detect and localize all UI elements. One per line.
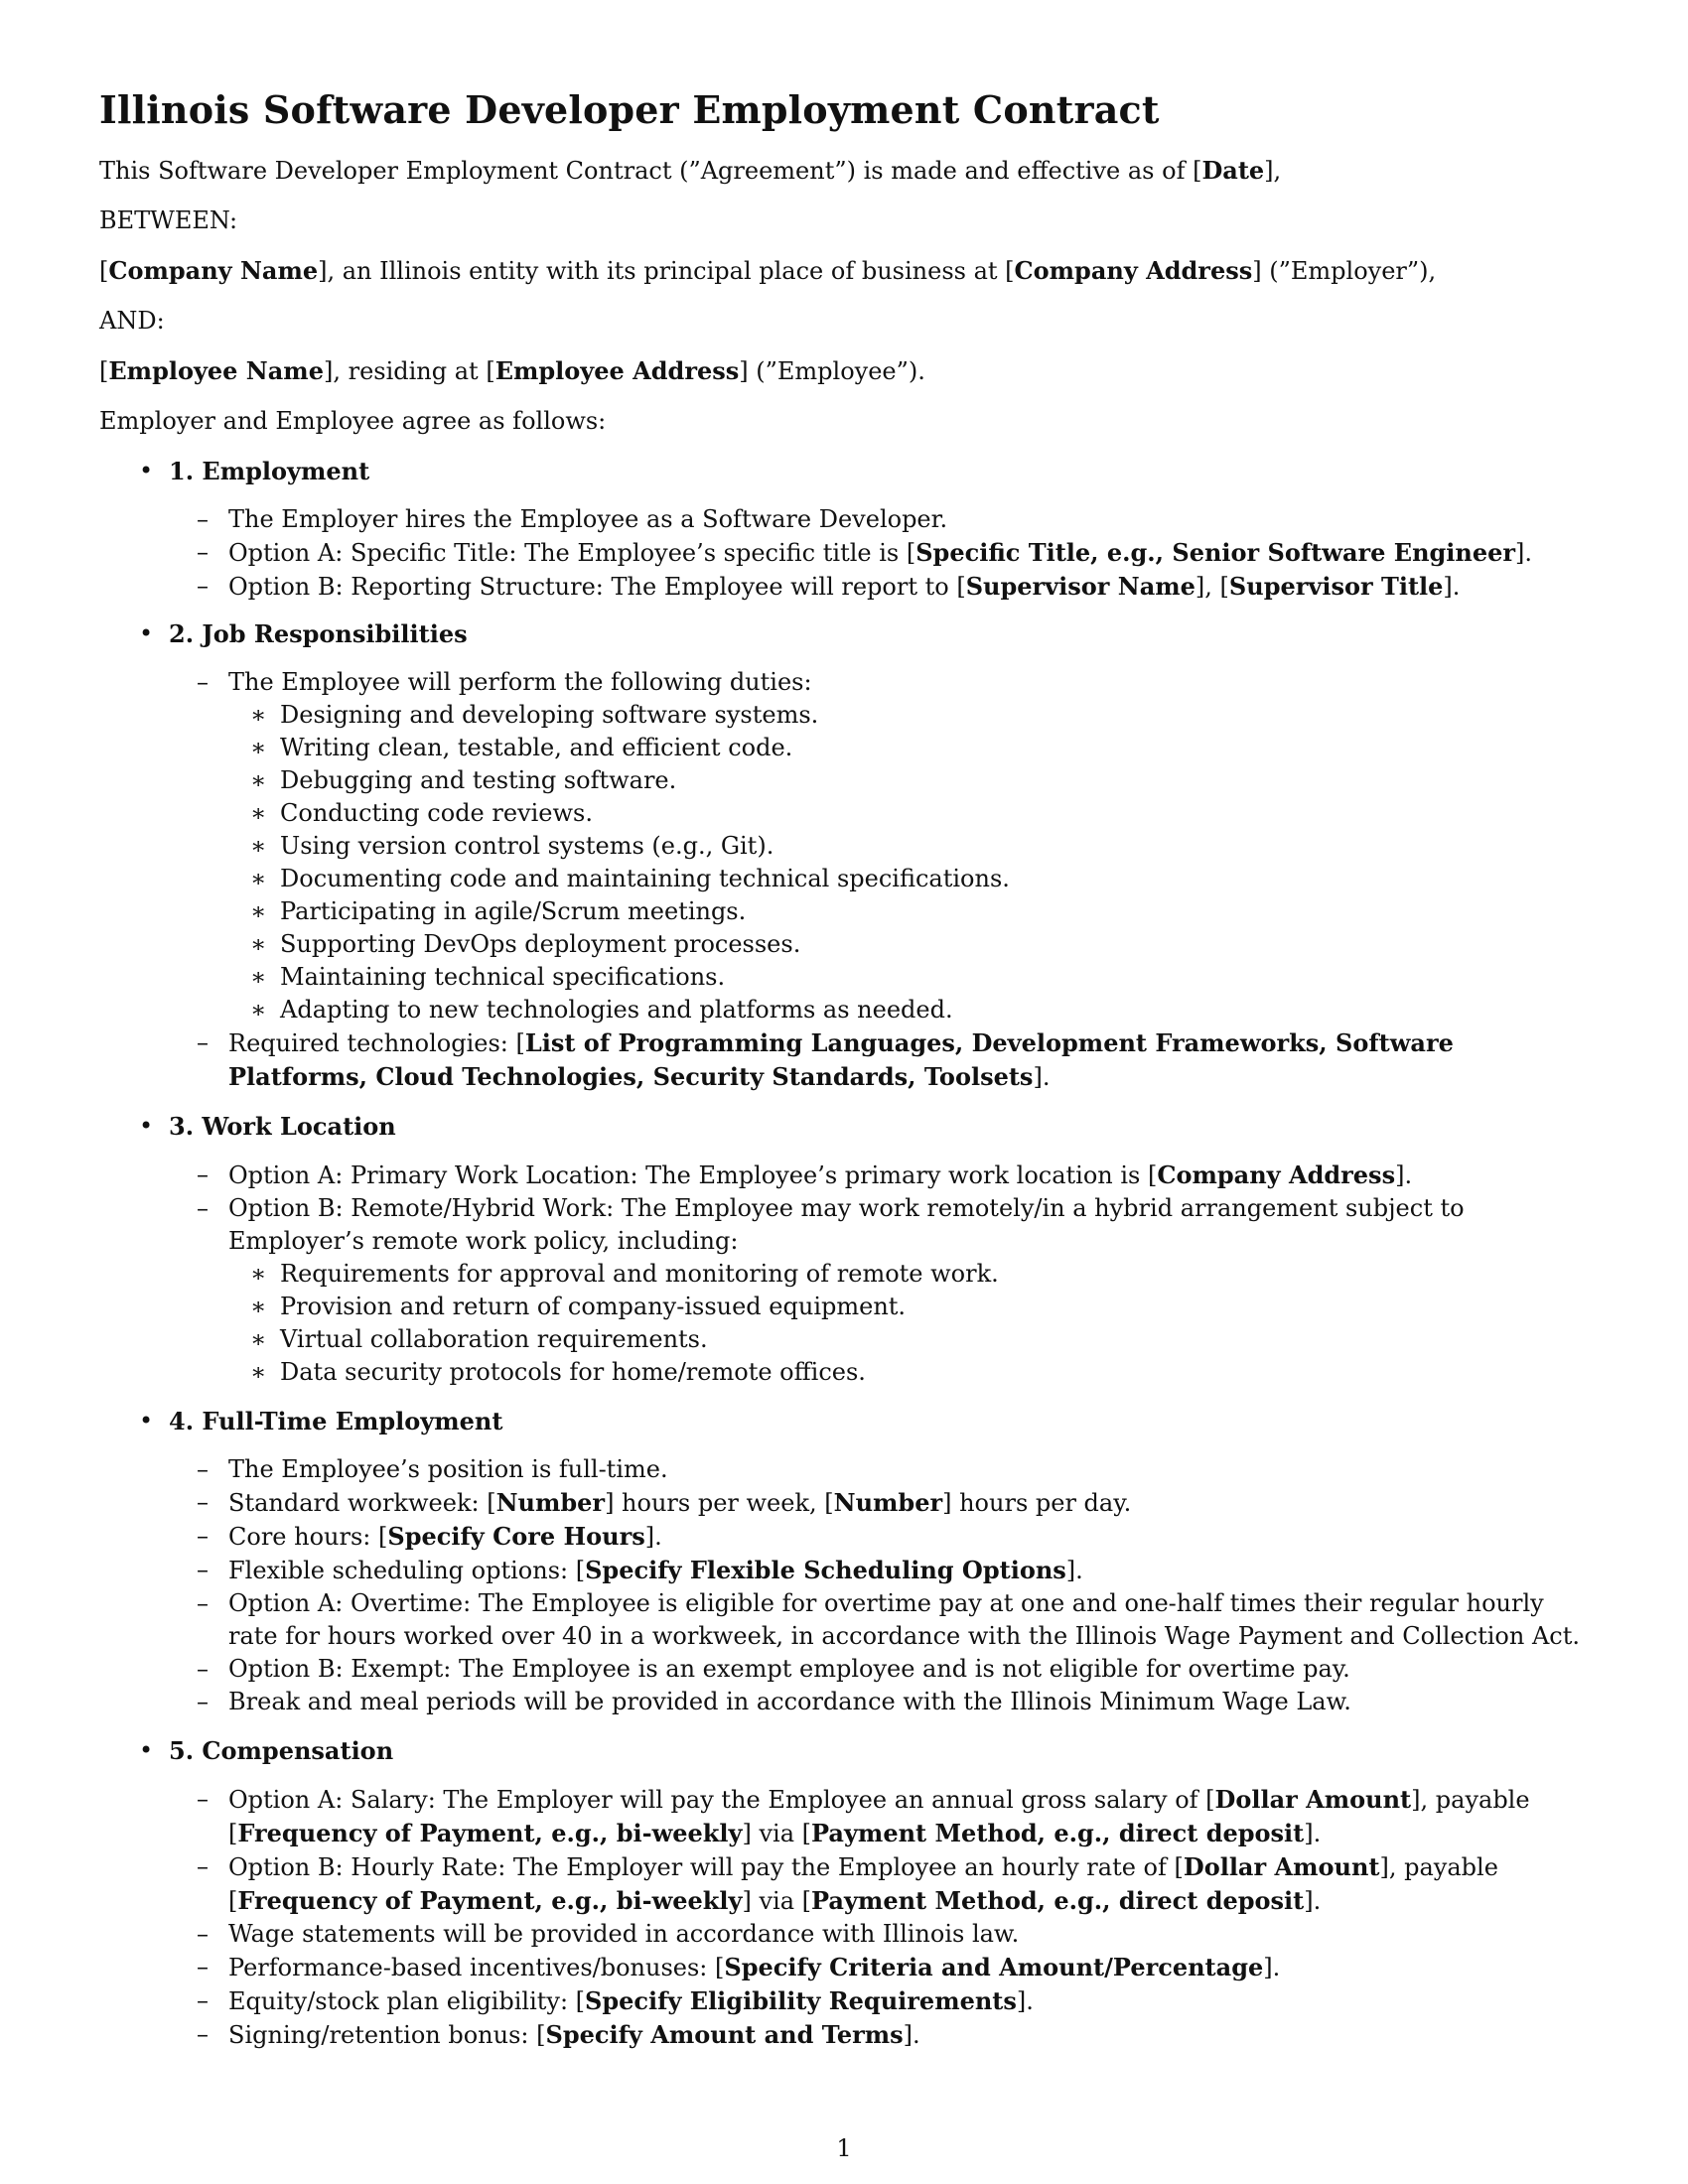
remote-item [99, 1356, 1589, 1389]
duty-item [99, 863, 1589, 895]
remote-item [99, 1258, 1589, 1291]
list-item [99, 1984, 1589, 2018]
remote-item [99, 1323, 1589, 1356]
duty-text: Conducting code reviews. [280, 799, 593, 827]
item-text: Core hours: [ [228, 1523, 388, 1551]
date-placeholder: Date [1201, 156, 1265, 185]
item-text: ], payable [ [228, 1786, 1530, 1847]
item-text: ]. [644, 1523, 662, 1551]
section-heading [99, 1110, 1589, 1143]
item-text: ], payable [ [228, 1853, 1498, 1915]
intro-text: This Software Developer Employment Contract (”Agreement”) is made and effective as of [ [99, 157, 1202, 185]
item-text: ] hours per week, [ [605, 1489, 834, 1517]
salary-amount-placeholder: Dollar Amount [1214, 1785, 1412, 1814]
section-work-location [99, 1110, 1589, 1389]
duty-text: Maintaining technical specifications. [280, 963, 726, 991]
list-item [99, 1026, 1589, 1094]
asterisk-icon: ∗ [250, 734, 267, 761]
duty-item [99, 699, 1589, 732]
duty-item [99, 928, 1589, 961]
between-label: BETWEEN: [99, 206, 238, 234]
company-name-placeholder: Company Name [108, 256, 319, 285]
dash-icon: – [197, 1028, 209, 1056]
item-text: ]. [1016, 1987, 1034, 2015]
remote-text: Provision and return of company-issued equipment. [280, 1293, 907, 1320]
duty-item [99, 961, 1589, 994]
section-employment [99, 455, 1589, 604]
list-item [99, 1587, 1589, 1653]
item-text: Wage statements will be provided in accordance with Illinois law. [228, 1920, 1020, 1948]
remote-text: Virtual collaboration requirements. [280, 1325, 708, 1353]
asterisk-icon: ∗ [250, 930, 267, 958]
asterisk-icon: ∗ [250, 766, 267, 794]
duty-item [99, 732, 1589, 764]
dash-icon: – [197, 1522, 209, 1550]
duty-text: Adapting to new technologies and platforms as needed. [280, 996, 953, 1024]
employee-line [99, 354, 1589, 388]
intro-text: ], [1264, 157, 1282, 185]
duty-item [99, 895, 1589, 928]
asterisk-icon: ∗ [250, 963, 267, 991]
item-text: Signing/retention bonus: [ [228, 2021, 546, 2049]
list-item [99, 2018, 1589, 2052]
list-item [99, 1520, 1589, 1554]
duty-item [99, 797, 1589, 830]
dash-icon: – [197, 572, 209, 600]
dash-icon: – [197, 1953, 209, 1980]
item-text: The Employer hires the Employee as a Software Developer. [228, 505, 948, 533]
intro-effective-line [99, 154, 1589, 188]
bullet-icon: • [139, 457, 154, 484]
asterisk-icon: ∗ [250, 701, 267, 729]
payment-frequency-placeholder: Frequency of Payment, e.g., bi-weekly [237, 1886, 743, 1915]
contract-document [99, 87, 1589, 2066]
item-text: Option B: Exempt: The Employee is an exempt employee and is not eligible for overtime pay. [228, 1655, 1350, 1683]
dash-icon: – [197, 1785, 209, 1813]
list-item [99, 666, 1589, 699]
item-text: ] via [ [742, 1820, 812, 1847]
item-text: Required technologies: [ [228, 1029, 525, 1057]
agreement-statement: Employer and Employee agree as follows: [99, 407, 607, 435]
item-text: Option A: Primary Work Location: The Employee’s primary work location is [ [228, 1161, 1158, 1189]
list-item [99, 1918, 1589, 1951]
asterisk-icon: ∗ [250, 897, 267, 925]
asterisk-icon: ∗ [250, 996, 267, 1024]
signing-bonus-placeholder: Specify Amount and Terms [545, 2020, 904, 2049]
employer-text: ], an Illinois entity with its principal place of business at [ [318, 257, 1015, 285]
section-heading [99, 1405, 1589, 1437]
list-item [99, 1653, 1589, 1686]
dash-icon: – [197, 1688, 209, 1715]
document-title: Illinois Software Developer Employment Contract [99, 87, 1160, 132]
and-label: AND: [99, 307, 165, 335]
duty-text: Supporting DevOps deployment processes. [280, 930, 801, 958]
specific-title-placeholder: Specific Title, e.g., Senior Software Engineer [915, 538, 1516, 567]
dash-icon: – [197, 1589, 209, 1617]
section-heading-text: 5. Compensation [169, 1736, 394, 1765]
duty-item [99, 830, 1589, 863]
duty-text: Documenting code and maintaining technical specifications. [280, 865, 1010, 892]
asterisk-icon: ∗ [250, 832, 267, 860]
item-text: ]. [1395, 1161, 1413, 1189]
dash-icon: – [197, 1920, 209, 1948]
item-text: Performance-based incentives/bonuses: [ [228, 1954, 725, 1981]
section-heading-text: 4. Full-Time Employment [169, 1407, 503, 1435]
equity-eligibility-placeholder: Specify Eligibility Requirements [585, 1986, 1017, 2015]
list-item [99, 1453, 1589, 1486]
list-item [99, 1554, 1589, 1587]
item-text: ]. [1033, 1063, 1051, 1091]
dash-icon: – [197, 1655, 209, 1683]
list-item [99, 1783, 1589, 1850]
duty-text: Writing clean, testable, and efficient code. [280, 734, 793, 761]
item-text: ]. [903, 2021, 920, 2049]
section-heading [99, 1734, 1589, 1767]
item-text: Equity/stock plan eligibility: [ [228, 1987, 586, 2015]
duty-item [99, 994, 1589, 1026]
list-item [99, 1951, 1589, 1984]
asterisk-icon: ∗ [250, 1358, 267, 1386]
dash-icon: – [197, 538, 209, 566]
dash-icon: – [197, 668, 209, 696]
bullet-icon: • [139, 1112, 154, 1140]
payment-method-placeholder: Payment Method, e.g., direct deposit [811, 1886, 1305, 1915]
section-heading-text: 1. Employment [169, 457, 370, 485]
employee-text: ] (”Employee”). [739, 357, 925, 385]
dash-icon: – [197, 1455, 209, 1483]
duty-text: Participating in agile/Scrum meetings. [280, 897, 747, 925]
list-item [99, 503, 1589, 536]
item-text: Option A: Specific Title: The Employee’s specific title is [ [228, 539, 916, 567]
list-item [99, 536, 1589, 570]
section-heading-text: 2. Job Responsibilities [169, 619, 468, 648]
hours-day-placeholder: Number [833, 1488, 943, 1517]
item-text: Standard workweek: [ [228, 1489, 496, 1517]
hourly-amount-placeholder: Dollar Amount [1183, 1852, 1380, 1881]
employee-name-placeholder: Employee Name [108, 356, 324, 385]
supervisor-title-placeholder: Supervisor Title [1228, 572, 1444, 601]
item-text: Flexible scheduling options: [ [228, 1557, 586, 1584]
section-heading [99, 455, 1589, 487]
dash-icon: – [197, 505, 209, 533]
list-item [99, 1850, 1589, 1918]
dash-icon: – [197, 1556, 209, 1583]
item-text: ]. [1065, 1557, 1083, 1584]
bonus-criteria-placeholder: Specify Criteria and Amount/Percentage [724, 1953, 1264, 1981]
bullet-icon: • [139, 619, 154, 647]
page-number: 1 [836, 2134, 852, 2162]
employee-address-placeholder: Employee Address [494, 356, 740, 385]
list-item [99, 1486, 1589, 1520]
section-compensation [99, 1734, 1589, 2052]
core-hours-placeholder: Specify Core Hours [387, 1522, 645, 1551]
section-full-time-employment [99, 1405, 1589, 1718]
bullet-icon: • [139, 1736, 154, 1764]
asterisk-icon: ∗ [250, 1260, 267, 1288]
bullet-icon: • [139, 1407, 154, 1434]
list-item [99, 1159, 1589, 1192]
duty-text: Debugging and testing software. [280, 766, 677, 794]
employer-text: ] (”Employer”), [1252, 257, 1437, 285]
item-text: Option B: Reporting Structure: The Employee will report to [ [228, 573, 966, 601]
remote-text: Data security protocols for home/remote offices. [280, 1358, 866, 1386]
section-heading-text: 3. Work Location [169, 1112, 396, 1141]
item-text: The Employee will perform the following duties: [228, 668, 812, 696]
company-address-placeholder: Company Address [1157, 1160, 1396, 1189]
list-item [99, 570, 1589, 604]
payment-frequency-placeholder: Frequency of Payment, e.g., bi-weekly [237, 1819, 743, 1847]
remote-item [99, 1291, 1589, 1323]
item-text: ] hours per day. [942, 1489, 1132, 1517]
company-address-placeholder: Company Address [1014, 256, 1253, 285]
hours-week-placeholder: Number [495, 1488, 606, 1517]
duty-text: Designing and developing software systems. [280, 701, 819, 729]
payment-method-placeholder: Payment Method, e.g., direct deposit [811, 1819, 1305, 1847]
dash-icon: – [197, 1488, 209, 1516]
flexible-scheduling-placeholder: Specify Flexible Scheduling Options [585, 1556, 1066, 1584]
item-text: ]. [1443, 573, 1461, 601]
technologies-placeholder: List of Programming Languages, Development Frameworks, Software Platforms, Cloud Technologies, Security Standards, Toolsets [228, 1028, 1454, 1091]
list-item [99, 1192, 1589, 1258]
item-text: ] via [ [742, 1887, 812, 1915]
employee-text: ], residing at [ [323, 357, 495, 385]
supervisor-name-placeholder: Supervisor Name [965, 572, 1196, 601]
dash-icon: – [197, 1160, 209, 1188]
item-text: Option A: Overtime: The Employee is eligible for overtime pay at one and one-half times their regular hourly rate for hours worked over 40 in a workweek, in accordance with the Illinois Wage Payment and Collection Act. [228, 1589, 1580, 1650]
duty-text: Using version control systems (e.g., Git). [280, 832, 774, 860]
item-text: Option B: Hourly Rate: The Employer will pay the Employee an hourly rate of [ [228, 1853, 1184, 1881]
dash-icon: – [197, 2020, 209, 2048]
item-text: ], [ [1195, 573, 1229, 601]
remote-text: Requirements for approval and monitoring of remote work. [280, 1260, 999, 1288]
asterisk-icon: ∗ [250, 1325, 267, 1353]
dash-icon: – [197, 1852, 209, 1880]
duty-item [99, 764, 1589, 797]
asterisk-icon: ∗ [250, 865, 267, 892]
section-heading [99, 617, 1589, 650]
item-text: ]. [1304, 1820, 1322, 1847]
employer-line [99, 254, 1589, 288]
asterisk-icon: ∗ [250, 799, 267, 827]
asterisk-icon: ∗ [250, 1293, 267, 1320]
item-text: Option B: Remote/Hybrid Work: The Employee may work remotely/in a hybrid arrangement subject to Employer’s remote work policy, including: [228, 1194, 1465, 1255]
item-text: Break and meal periods will be provided in accordance with the Illinois Minimum Wage Law. [228, 1688, 1351, 1715]
item-text: ]. [1263, 1954, 1281, 1981]
list-item [99, 1686, 1589, 1718]
item-text: ]. [1304, 1887, 1322, 1915]
dash-icon: – [197, 1194, 209, 1222]
item-text: ]. [1515, 539, 1533, 567]
bracket: [ [99, 357, 109, 385]
dash-icon: – [197, 1986, 209, 2014]
item-text: Option A: Salary: The Employer will pay the Employee an annual gross salary of [ [228, 1786, 1215, 1814]
section-job-responsibilities [99, 617, 1589, 1094]
bracket: [ [99, 257, 109, 285]
item-text: The Employee’s position is full-time. [228, 1455, 668, 1483]
